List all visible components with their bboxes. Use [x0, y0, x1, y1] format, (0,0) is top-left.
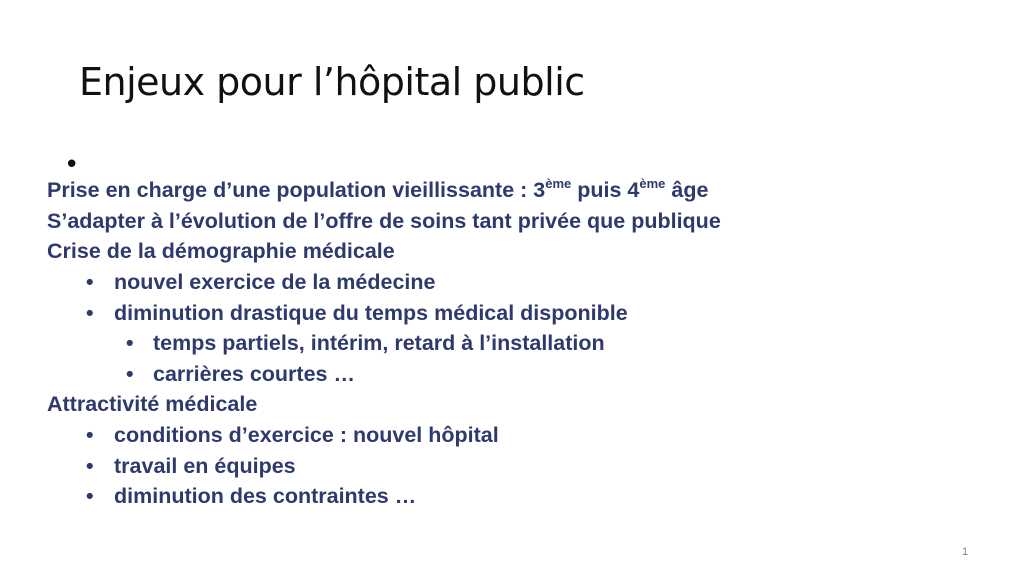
- line-population-text-3: âge: [665, 178, 709, 202]
- line-diminution-temps: diminution drastique du temps médical disponible: [114, 301, 628, 325]
- empty-bullet: •: [64, 150, 80, 180]
- line-temps-partiels: temps partiels, intérim, retard à l’installation: [153, 331, 605, 355]
- bullet-l1: •: [86, 423, 94, 447]
- line-nouvel-exercice: nouvel exercice de la médecine: [114, 270, 436, 294]
- bullet-l2: •: [126, 331, 134, 355]
- line-carrieres: carrières courtes …: [153, 362, 355, 386]
- slide-title: Enjeux pour l’hôpital public: [79, 60, 585, 104]
- page-number: 1: [962, 546, 969, 558]
- line-contraintes: diminution des contraintes …: [114, 484, 417, 508]
- line-population-text-2: puis 4: [571, 178, 640, 202]
- line-travail: travail en équipes: [114, 454, 296, 478]
- line-population-text-1: Prise en charge d’une population vieillissante : 3: [47, 178, 546, 202]
- bullet-l1: •: [86, 484, 94, 508]
- line-adapter: S’adapter à l’évolution de l’offre de soins tant privée que publique: [47, 209, 721, 233]
- superscript-eme-2: ème: [639, 176, 666, 191]
- superscript-eme-1: ème: [545, 176, 572, 191]
- line-conditions: conditions d’exercice : nouvel hôpital: [114, 423, 499, 447]
- bullet-l2: •: [126, 362, 134, 386]
- line-crise: Crise de la démographie médicale: [47, 239, 395, 263]
- bullet-l1: •: [86, 270, 94, 294]
- line-population: [47, 175, 708, 205]
- bullet-l1: •: [86, 454, 94, 478]
- bullet-l1: •: [86, 301, 94, 325]
- line-attractivite: Attractivité médicale: [47, 392, 258, 416]
